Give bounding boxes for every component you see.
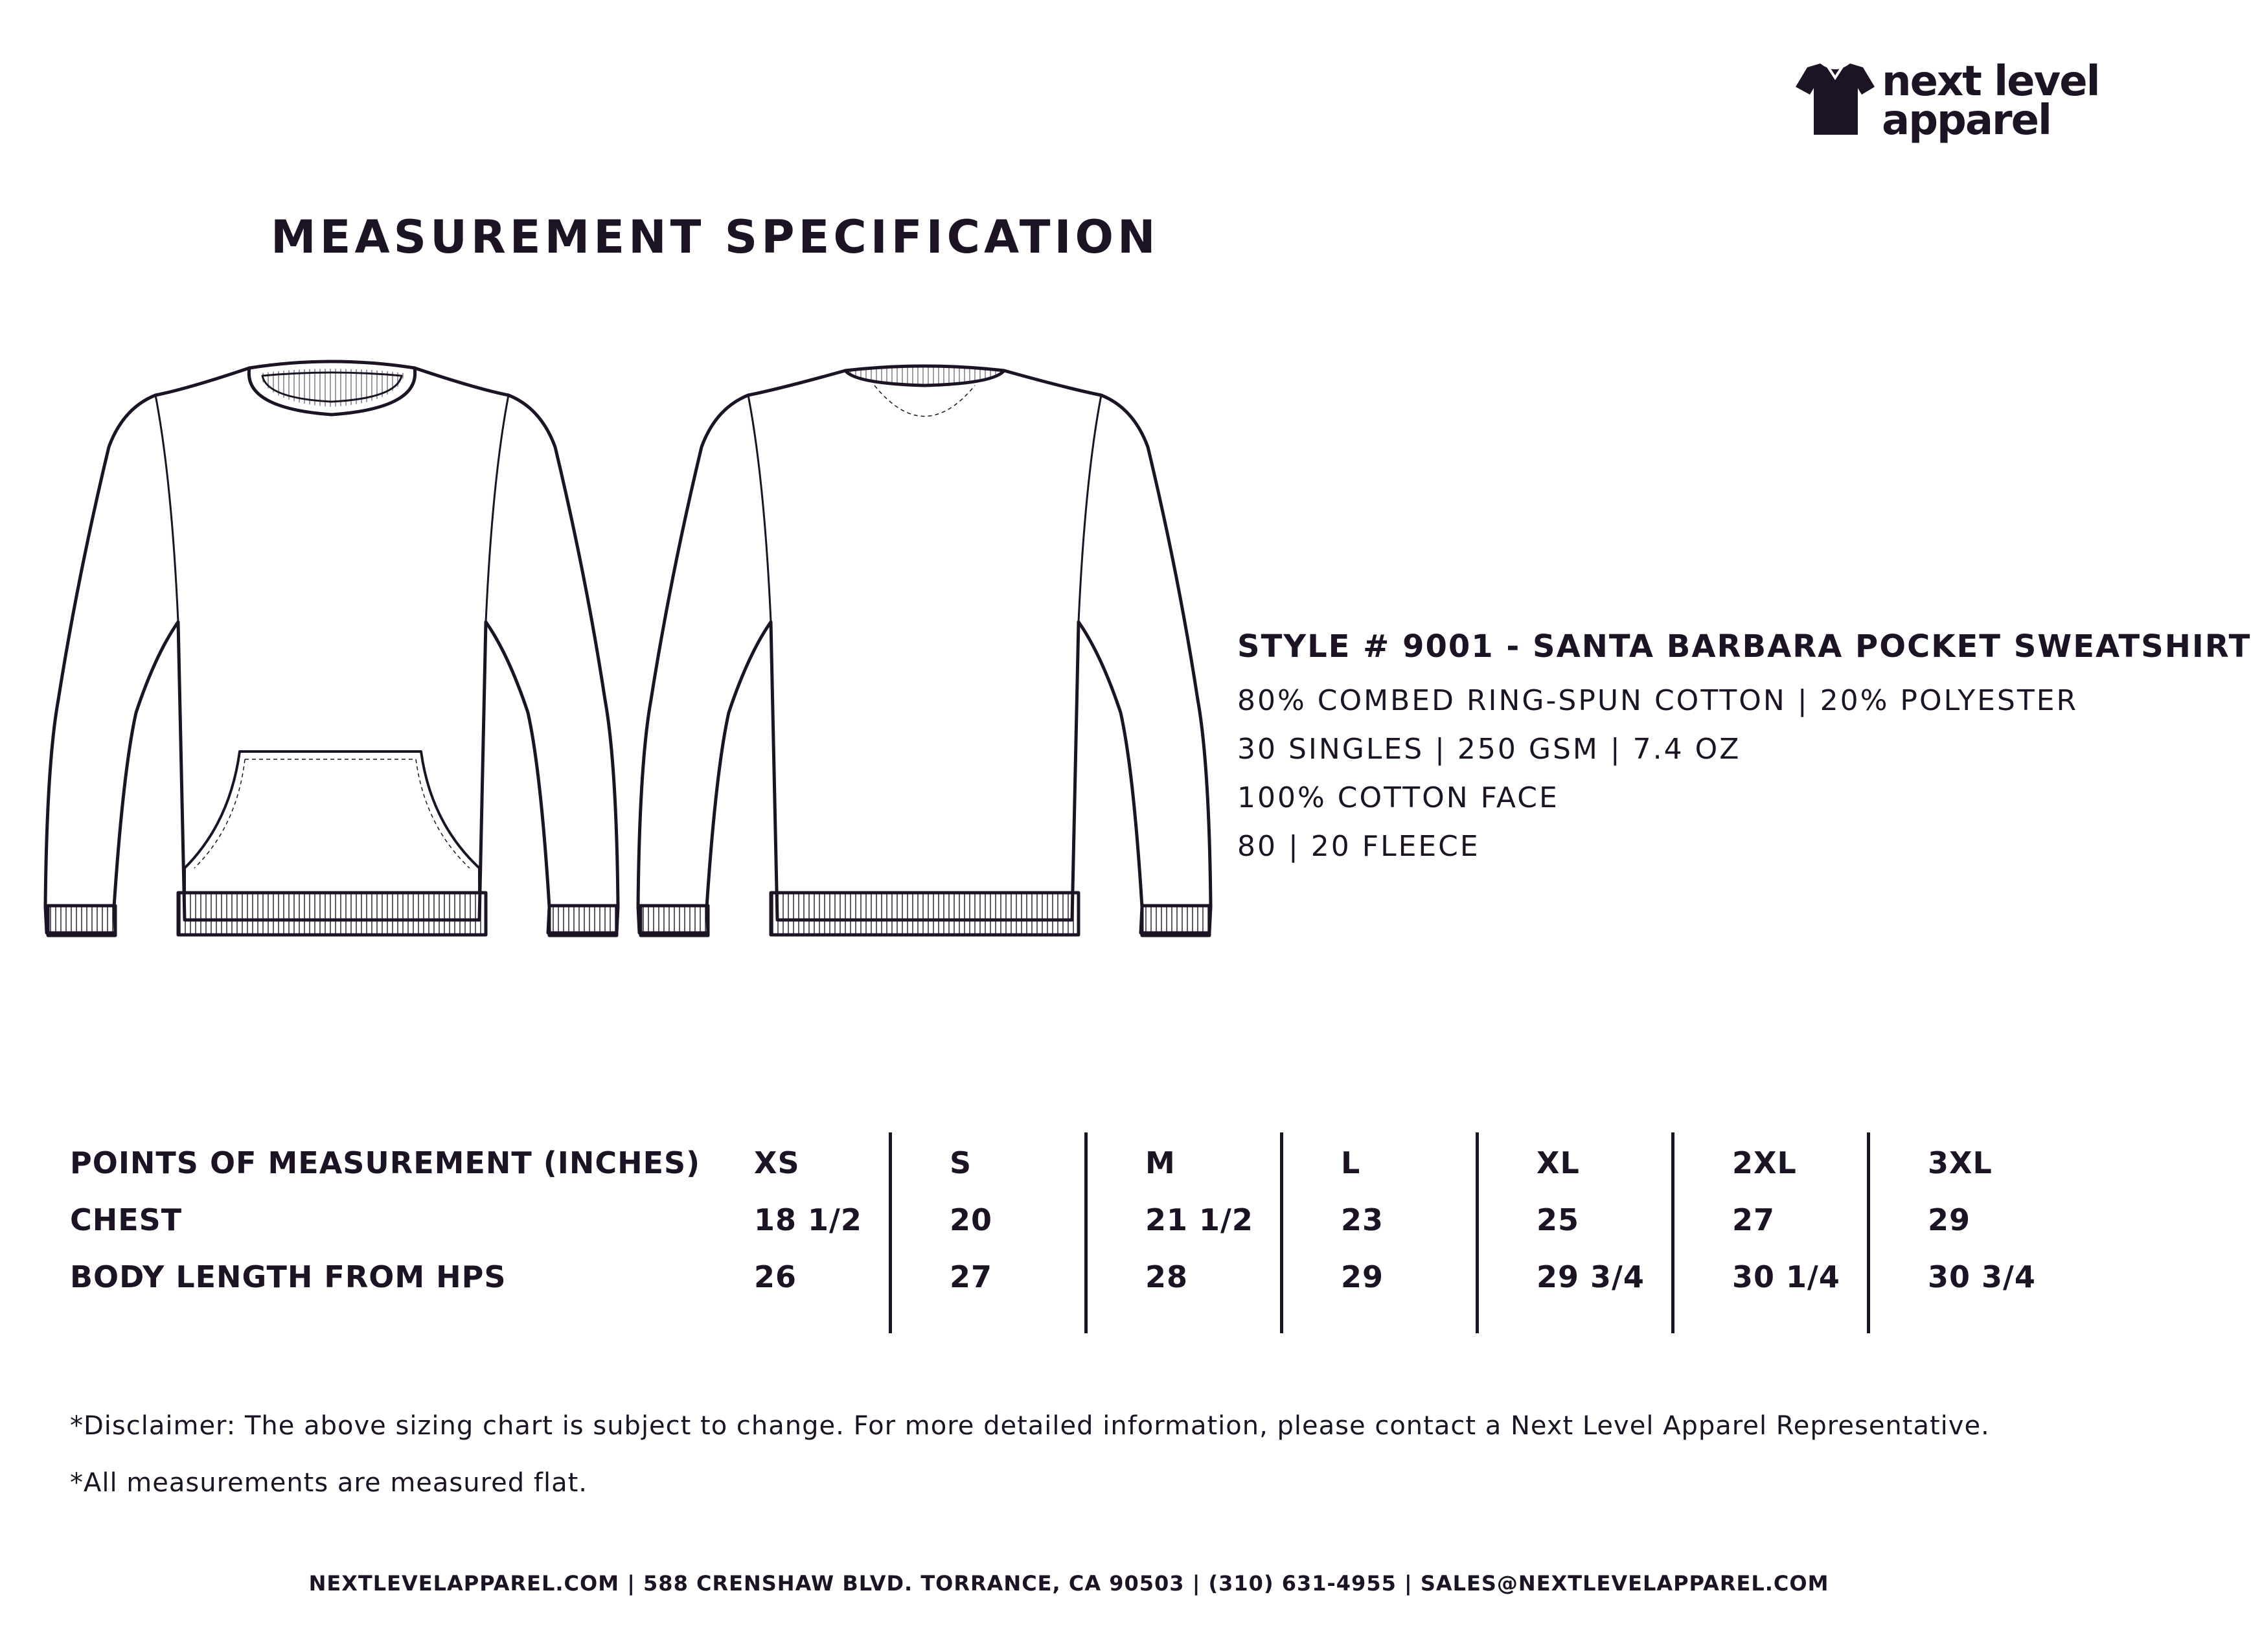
table-cell: 29 xyxy=(1928,1202,1971,1237)
fabric-content: 80% COMBED RING-SPUN COTTON | 20% POLYESTER xyxy=(1237,684,2079,717)
sweatshirt-front-illustration xyxy=(39,350,622,985)
logo-wordmark-line2: apparel xyxy=(1882,97,2051,144)
column-divider xyxy=(1476,1132,1479,1333)
table-cell: 21 1/2 xyxy=(1145,1202,1253,1237)
size-header-l: L xyxy=(1341,1145,1361,1180)
page-title: MEASUREMENT SPECIFICATION xyxy=(271,211,1160,264)
table-cell: 18 1/2 xyxy=(754,1202,862,1237)
tshirt-icon xyxy=(1794,58,1875,139)
sweatshirt-back-illustration xyxy=(632,350,1215,985)
table-cell: 27 xyxy=(950,1259,993,1294)
column-divider xyxy=(1671,1132,1674,1333)
size-header-xs: XS xyxy=(754,1145,800,1180)
fleece-blend: 80 | 20 FLEECE xyxy=(1237,830,1480,863)
row-label: BODY LENGTH FROM HPS xyxy=(70,1259,507,1294)
row-label: CHEST xyxy=(70,1202,183,1237)
table-cell: 23 xyxy=(1341,1202,1384,1237)
size-header-m: M xyxy=(1145,1145,1176,1180)
footer-contact: NEXTLEVELAPPAREL.COM | 588 CRENSHAW BLVD. TORRANCE, CA 90503 | (310) 631-4955 | SALES@NEXTLEVELAPPAREL.COM xyxy=(308,1571,1829,1596)
size-header-xl: XL xyxy=(1537,1145,1580,1180)
table-cell: 25 xyxy=(1537,1202,1580,1237)
yarn-weight: 30 SINGLES | 250 GSM | 7.4 OZ xyxy=(1237,733,1741,766)
table-cell: 30 3/4 xyxy=(1928,1259,2036,1294)
table-cell: 26 xyxy=(754,1259,797,1294)
size-header-3xl: 3XL xyxy=(1928,1145,1993,1180)
size-header-2xl: 2XL xyxy=(1732,1145,1797,1180)
column-divider xyxy=(889,1132,892,1333)
style-line: STYLE # 9001 - SANTA BARBARA POCKET SWEATSHIRT xyxy=(1237,628,2251,665)
table-cell: 20 xyxy=(950,1202,993,1237)
brand-logo xyxy=(1794,58,2105,149)
product-spec-block xyxy=(1237,628,2251,863)
table-cell: 30 1/4 xyxy=(1732,1259,1840,1294)
column-divider xyxy=(1084,1132,1088,1333)
disclaimer-measured-flat: *All measurements are measured flat. xyxy=(70,1468,588,1498)
table-cell: 29 xyxy=(1341,1259,1384,1294)
column-divider xyxy=(1867,1132,1870,1333)
logo-wordmark-line1: next level xyxy=(1882,58,2099,106)
table-cell: 27 xyxy=(1732,1202,1776,1237)
column-divider xyxy=(1280,1132,1283,1333)
header-label: POINTS OF MEASUREMENT (INCHES) xyxy=(70,1145,701,1180)
size-table xyxy=(70,1132,2091,1340)
disclaimer-sizing: *Disclaimer: The above sizing chart is subject to change. For more detailed information, please contact a Next Level Apparel Representative. xyxy=(70,1411,1990,1441)
size-header-s: S xyxy=(950,1145,972,1180)
face-content: 100% COTTON FACE xyxy=(1237,781,1559,814)
table-cell: 28 xyxy=(1145,1259,1189,1294)
table-cell: 29 3/4 xyxy=(1537,1259,1645,1294)
